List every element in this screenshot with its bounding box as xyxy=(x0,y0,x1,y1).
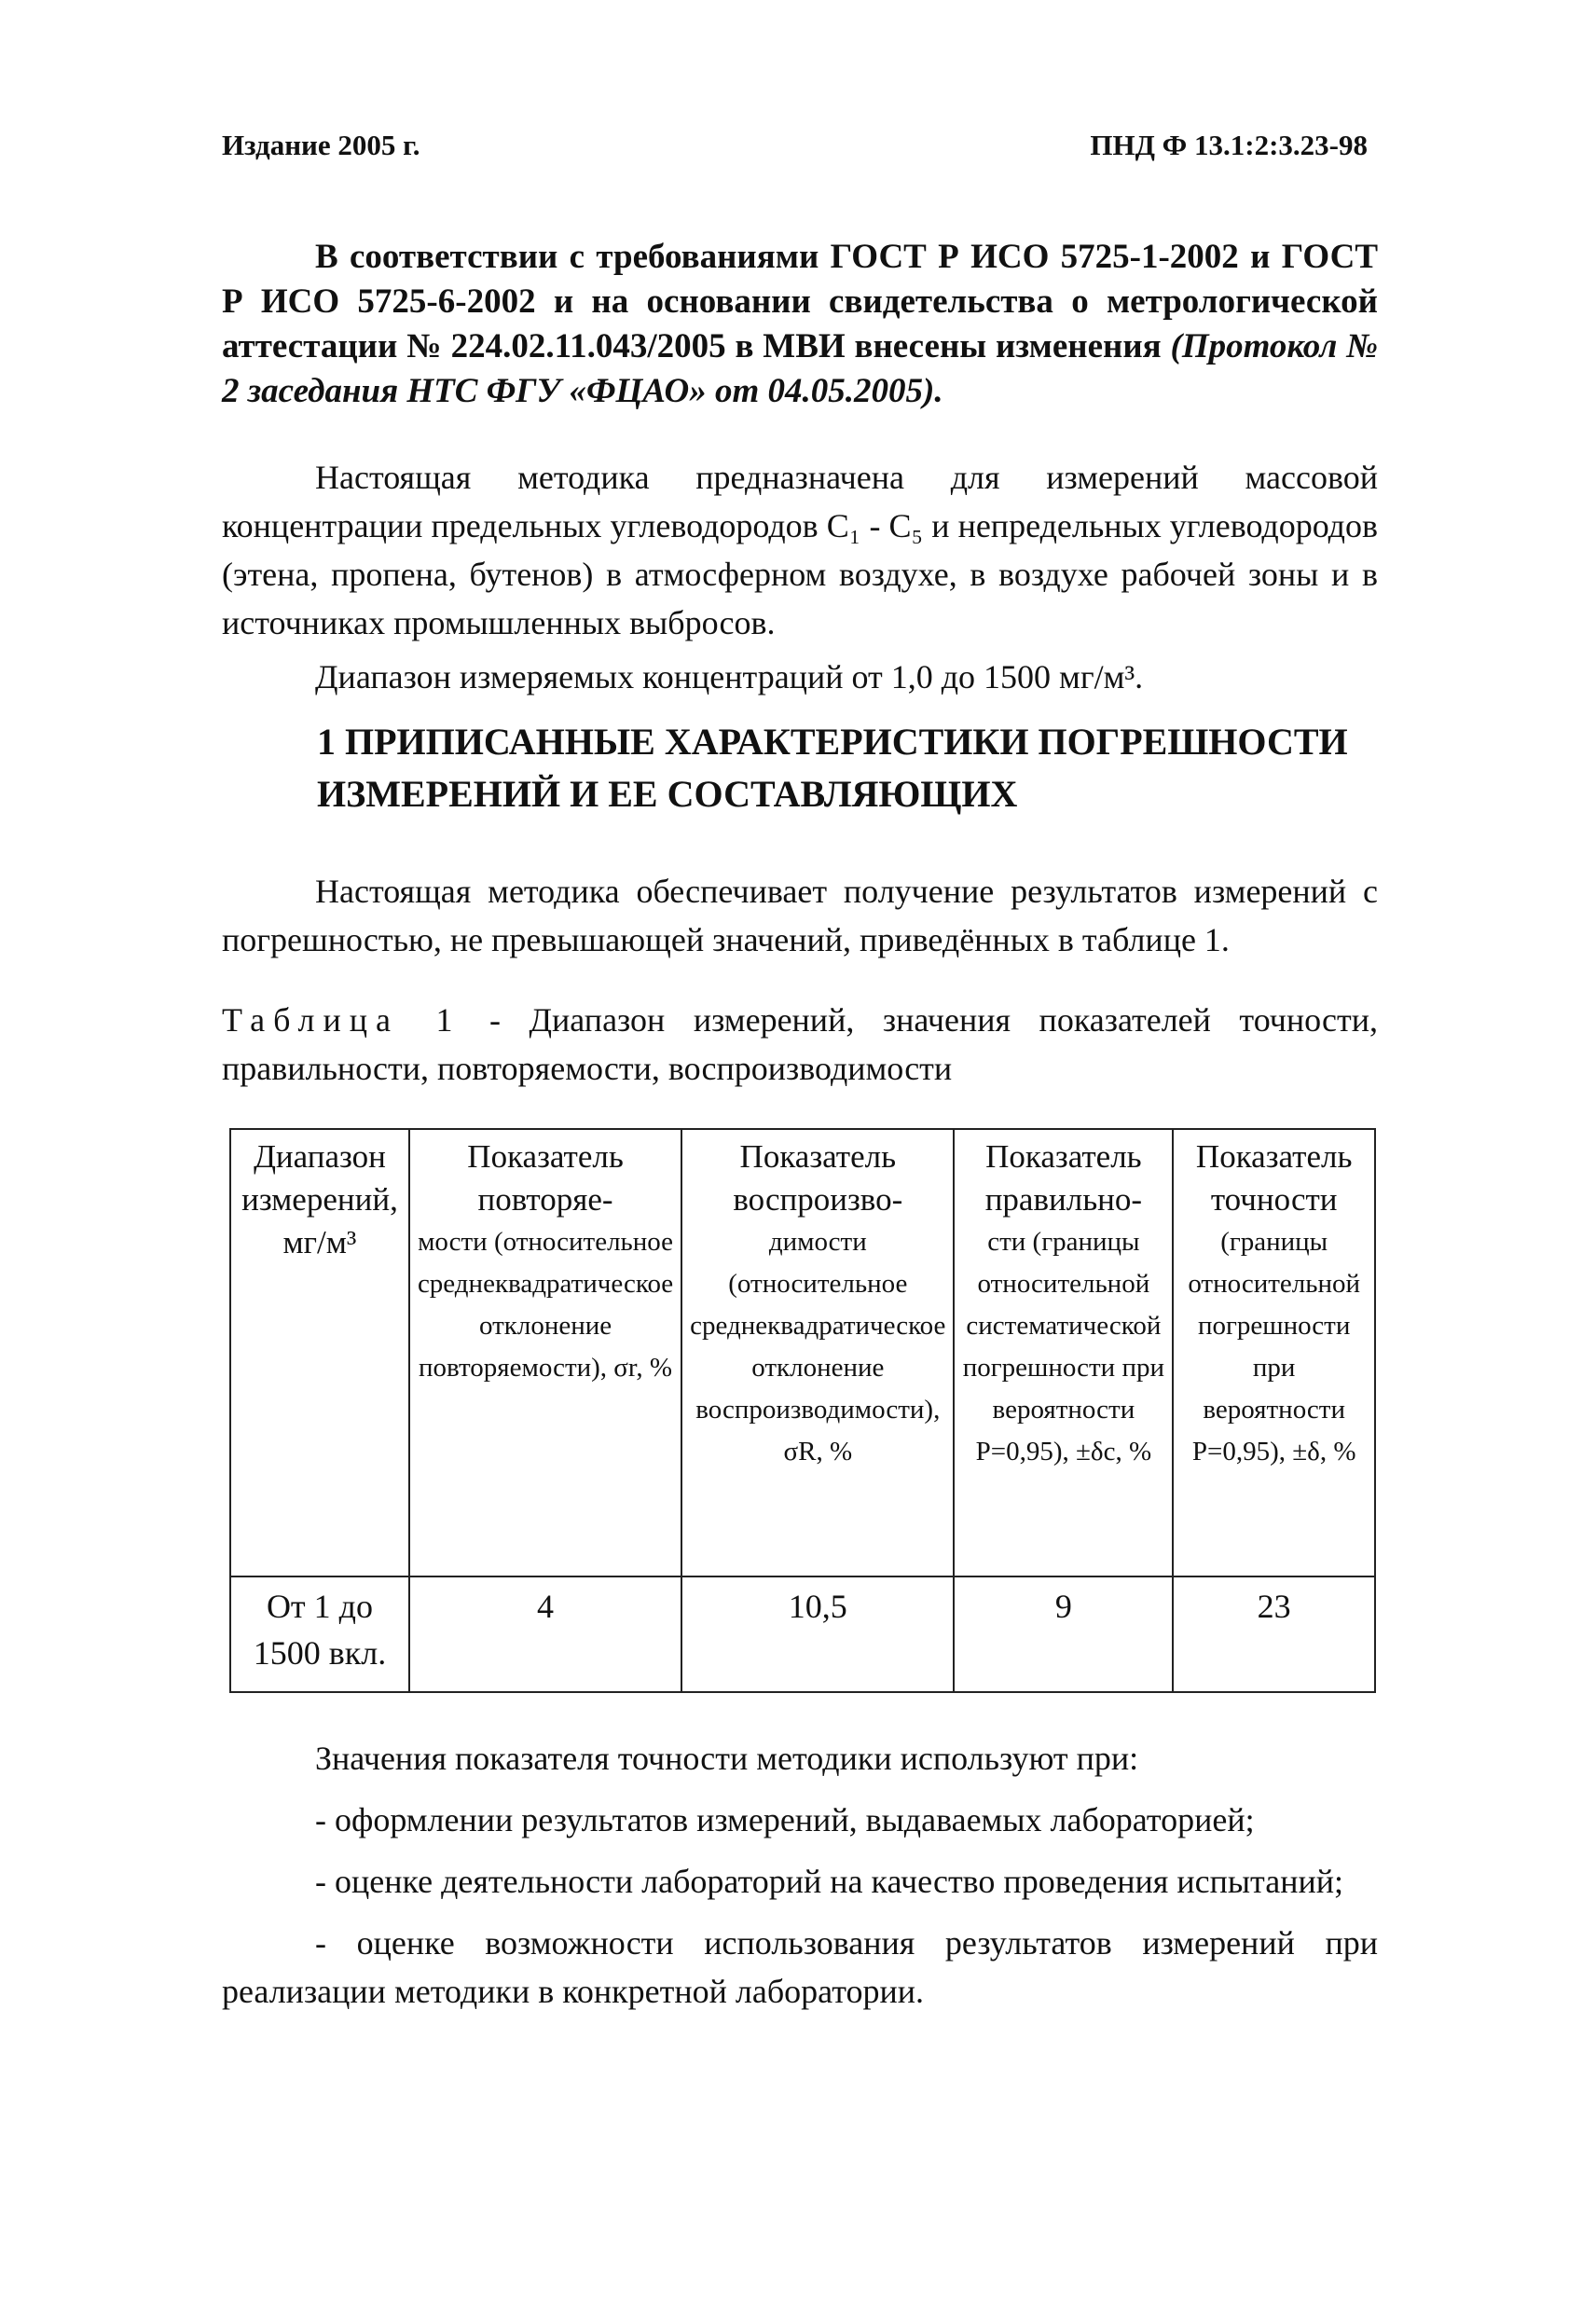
usage-item: - оценке деятельности лабораторий на качество проведения испытаний; xyxy=(315,1863,1344,1900)
section-text: Настоящая методика обеспечивает получение результатов измерений с погрешностью, не превышающей значений, приведённых в таблице 1. xyxy=(222,873,1378,958)
table-caption-text: - Диапазон измерений, значения показателей точности, правильности, повторяемости, воспроизводимости xyxy=(222,1001,1379,1087)
cell-accuracy: 23 xyxy=(1173,1576,1375,1692)
table-caption-label: Таблица 1 xyxy=(222,1001,461,1039)
accuracy-table xyxy=(229,1128,1376,1693)
section-title: 1 ПРИПИСАННЫЕ ХАРАКТЕРИСТИКИ ПОГРЕШНОСТИ ИЗМЕРЕНИЙ И ЕЕ СОСТАВЛЯЮЩИХ xyxy=(317,721,1348,815)
header-range: Диапазон измерений, мг/м³ xyxy=(230,1129,409,1576)
concentration-range: Диапазон измеряемых концентраций от 1,0 до 1500 мг/м³. xyxy=(315,658,1144,695)
edition-label: Издание 2005 г. xyxy=(222,129,420,161)
change-notice xyxy=(222,235,1378,414)
header-reproducibility: Показатель воспроизво- димости (относительное среднеквадратическое отклонение воспроизводимости), σR, % xyxy=(681,1129,954,1576)
usage-block xyxy=(222,1734,1378,2029)
cell-reproducibility: 10,5 xyxy=(681,1576,954,1692)
usage-item: - оформлении результатов измерений, выдаваемых лабораторией; xyxy=(315,1801,1255,1838)
header-trueness: Показатель правильно- сти (границы относительной систематической погрешности при вероятности Р=0,95), ±δс, % xyxy=(954,1129,1173,1576)
intro-paragraph: Настоящая методика предназначена для измерений массовой концентрации предельных углеводородов С₁ - С₅ и непредельных углеводородов (этена, пропена, бутенов) в атмосферном воздухе, в воздухе рабочей зоны и в источниках промышленных выбросов. xyxy=(222,459,1378,641)
header-repeatability: Показатель повторяе- мости (относительное среднеквадратическое отклонение повторяемости), σr, % xyxy=(409,1129,681,1576)
table-caption xyxy=(222,996,1378,1093)
cell-repeatability: 4 xyxy=(409,1576,681,1692)
header-accuracy: Показатель точности (границы относительной погрешности при вероятности Р=0,95), ±δ, % xyxy=(1173,1129,1375,1576)
table-header-row xyxy=(230,1129,1375,1576)
cell-trueness: 9 xyxy=(954,1576,1173,1692)
notice-text: В соответствии с требованиями ГОСТ Р ИСО 5725-1-2002 и ГОСТ Р ИСО 5725-6-2002 и на основании свидетельства о метрологической аттестации № 224.02.11.043/2005 в МВИ внесены изменения xyxy=(222,238,1378,365)
document-code: ПНД Ф 13.1:2:3.23-98 xyxy=(1090,129,1368,161)
usage-item: - оценке возможности использования результатов измерений при реализации методики в конкретной лаборатории. xyxy=(222,1924,1378,2010)
usage-intro: Значения показателя точности методики используют при: xyxy=(315,1740,1139,1777)
cell-range: От 1 до 1500 вкл. xyxy=(230,1576,409,1692)
notice-protocol: (Протокол № 2 заседания НТС ФГУ «ФЦАО» от 04.05.2005). xyxy=(222,327,1378,410)
table-row xyxy=(230,1576,1375,1692)
